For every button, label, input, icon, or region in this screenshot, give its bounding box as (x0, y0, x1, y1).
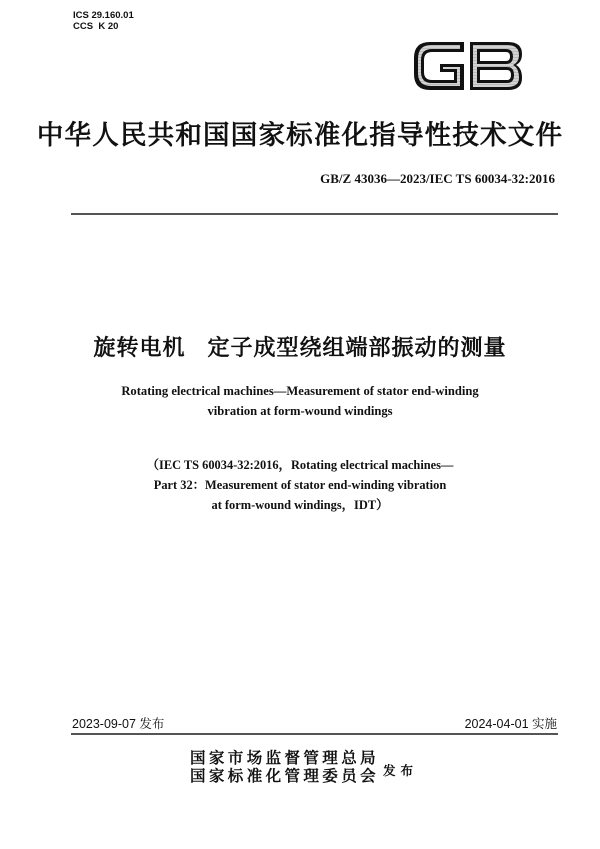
header-divider (71, 213, 558, 215)
equivalence-line3: at form-wound windings，IDT） (211, 498, 389, 512)
issue-action-label: 发布 (383, 764, 419, 778)
chinese-title (0, 331, 600, 362)
footer-divider (71, 733, 558, 735)
english-title-line2: vibration at form-wound windings (207, 404, 393, 418)
document-type-heading: 中华人民共和国国家标准化指导性技术文件 (36, 120, 564, 150)
publish-date: 2023-09-07 发布 (72, 717, 165, 731)
classification-codes (73, 10, 134, 32)
issuing-authorities (190, 750, 379, 786)
implement-date: 2024-04-01 实施 (464, 717, 557, 731)
ccs-code: CCS K 20 (73, 21, 119, 32)
equivalence-line1: （IEC TS 60034-32:2016，Rotating electrical machines— (146, 458, 454, 472)
standard-number: GB/Z 43036—2023/IEC TS 60034-32:2016 (320, 171, 555, 186)
issuer-samr: 国家市场监督管理总局 (190, 750, 380, 767)
chinese-title-part2: 定子成型绕组端部振动的测量 (207, 335, 507, 360)
chinese-title-part1: 旋转电机 (93, 335, 186, 360)
english-title (0, 381, 600, 421)
gb-logo-icon (410, 38, 526, 94)
english-title-line1: Rotating electrical machines—Measurement of stator end-winding (121, 384, 479, 398)
equivalence-statement (0, 455, 600, 515)
equivalence-line2: Part 32：Measurement of stator end-winding vibration (153, 478, 447, 492)
ics-code: ICS 29.160.01 (73, 10, 134, 21)
issuer-sac: 国家标准化管理委员会 (190, 768, 380, 785)
